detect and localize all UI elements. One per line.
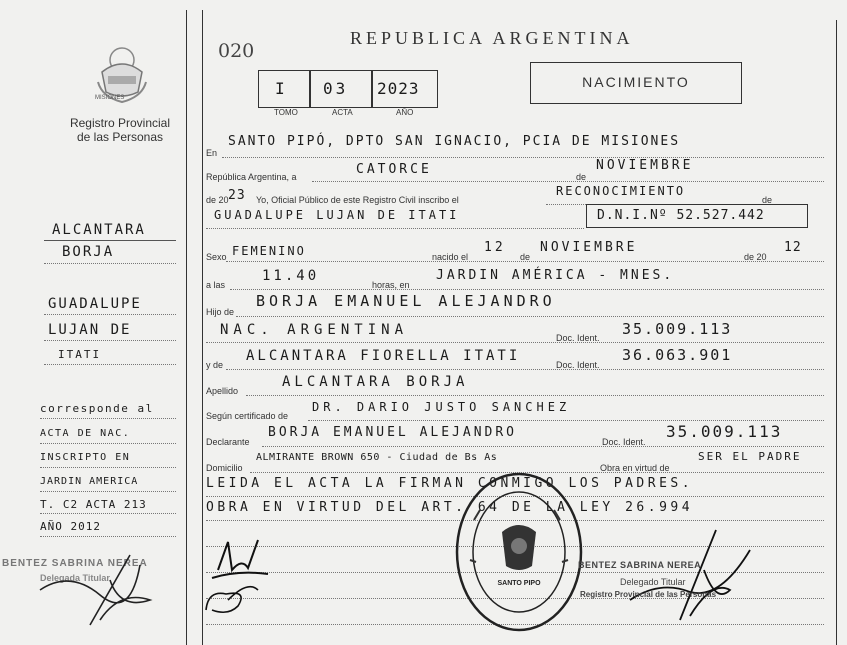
extra-line-1: LEIDA EL ACTA LA FIRMAN CONMIGO LOS PADRES.: [206, 476, 694, 491]
declarante-value: BORJA EMANUEL ALEJANDRO: [268, 425, 518, 440]
stub-stamp-name: BENTEZ SABRINA NEREA: [2, 558, 148, 569]
doc-label-2: Doc. Ident.: [556, 360, 600, 370]
sexo-value: FEMENINO: [232, 244, 306, 258]
ano-box: [372, 70, 438, 108]
padre-doc: 35.009.113: [622, 320, 733, 338]
dia-value: CATORCE: [356, 162, 432, 177]
en-label: En: [206, 148, 218, 158]
alas-label: a las: [206, 280, 226, 290]
certificado-label: Según certificado de: [206, 411, 289, 421]
de-label: de: [576, 172, 587, 182]
apellido-label: Apellido: [206, 386, 239, 396]
sexo-label: Sexo: [206, 252, 227, 262]
declarante-signature: [198, 530, 288, 625]
ano-label: AÑO: [396, 108, 414, 117]
certificado-value: DR. DARIO JUSTO SANCHEZ: [312, 400, 571, 414]
nac-dia: 12: [484, 240, 506, 255]
stub-note-1: corresponde al: [40, 402, 154, 415]
domicilio-label: Domicilio: [206, 463, 243, 473]
horas-label: horas, en: [372, 280, 410, 290]
obra-value: SER EL PADRE: [698, 450, 802, 463]
doc-type-label: NACIMIENTO: [582, 74, 690, 90]
domicilio-value: ALMIRANTE BROWN 650 - Ciudad de Bs As: [256, 452, 498, 463]
stub-surname-2: BORJA: [62, 244, 115, 260]
dni-value: D.N.I.Nº 52.527.442: [597, 208, 765, 223]
tomo-box: [258, 70, 310, 108]
apellido-value: ALCANTARA BORJA: [282, 374, 469, 390]
de-label-2: de: [762, 195, 773, 205]
registry-line-2: de las Personas: [76, 130, 164, 144]
en-value: SANTO PIPÓ, DPTO SAN IGNACIO, PCIA DE MISIONES: [228, 134, 681, 149]
tomo-value: I: [275, 79, 288, 98]
nac-year: 12: [784, 240, 802, 255]
nac-de-label: de: [520, 252, 531, 262]
year-value: 23: [228, 188, 246, 203]
acta-value: 03: [323, 79, 349, 98]
stub-surname-1: ALCANTARA: [52, 222, 146, 238]
madre-doc: 36.063.901: [622, 346, 733, 364]
mes-value: NOVIEMBRE: [596, 158, 694, 173]
stub-note-3: INSCRIPTO EN: [40, 452, 131, 463]
registry-title: [60, 116, 180, 144]
stub-note-4: JARDIN AMERICA: [40, 476, 139, 487]
stub-signature: [30, 550, 170, 635]
doc-label-1: Doc. Ident.: [556, 333, 600, 343]
doc-type-box: [530, 62, 742, 104]
stub-stamp-role: Delegada Titular: [40, 573, 110, 583]
yde-label: y de: [206, 360, 224, 370]
tomo-label: TOMO: [274, 108, 298, 117]
extra-line-2: OBRA EN VIRTUD DEL ART. 64 DE LA LEY 26.994: [206, 500, 694, 515]
registry-line-1: Registro Provincial: [69, 116, 171, 130]
emblem-caption: MISIONES: [95, 95, 125, 101]
stub-given-2: LUJAN DE: [48, 322, 132, 338]
form-right-border: [836, 20, 837, 645]
padre-value: BORJA EMANUEL ALEJANDRO: [256, 292, 556, 310]
lugar-value: JARDIN AMÉRICA - MNES.: [436, 268, 675, 283]
inscribo-value: RECONOCIMIENTO: [556, 184, 686, 198]
republica-label: República Argentina, a: [206, 172, 297, 182]
ano-value: 2023: [377, 79, 420, 98]
document-number: 020: [218, 40, 255, 62]
madre-value: ALCANTARA FIORELLA ITATI: [246, 348, 521, 364]
stub-given-3: ITATI: [58, 348, 102, 361]
padre-nac: NAC. ARGENTINA: [220, 322, 409, 338]
acta-box: [310, 70, 372, 108]
stub-note-5: T. C2 ACTA 213: [40, 498, 147, 511]
country-title: REPUBLICA ARGENTINA: [350, 28, 634, 48]
stub-note-2: ACTA DE NAC.: [40, 428, 131, 439]
stub-divider-line: [186, 10, 187, 645]
footer-stamp-role: Delegado Titular: [620, 577, 686, 587]
hora-value: 11.40: [262, 268, 320, 284]
nacido-label: nacido el: [432, 252, 469, 262]
obra-label: Obra en virtud de: [600, 463, 670, 473]
doc-label-3: Doc. Ident.: [602, 437, 646, 447]
stub-given-1: GUADALUPE: [48, 296, 142, 312]
de20-label: de 20: [206, 195, 229, 205]
seal-city: SANTO PIPO: [497, 580, 541, 587]
nombre-value: GUADALUPE LUJAN DE ITATI: [214, 208, 460, 222]
footer-stamp-org: Registro Provincial de las Personas: [580, 590, 717, 599]
acta-label: ACTA: [332, 108, 353, 117]
stub-note-6: AÑO 2012: [40, 520, 101, 533]
footer-stamp-name: BENTEZ SABRINA NEREA: [578, 560, 702, 570]
declarante-label: Declarante: [206, 437, 250, 447]
oficial-text: Yo, Oficial Público de este Registro Civil inscribo el: [256, 195, 459, 205]
declarante-doc: 35.009.113: [666, 422, 783, 441]
nac-mes: NOVIEMBRE: [540, 240, 638, 255]
dni-box: [586, 204, 808, 228]
hijo-label: Hijo de: [206, 307, 235, 317]
nac-de20-label: de 20: [744, 252, 767, 262]
official-seal: [452, 470, 586, 634]
